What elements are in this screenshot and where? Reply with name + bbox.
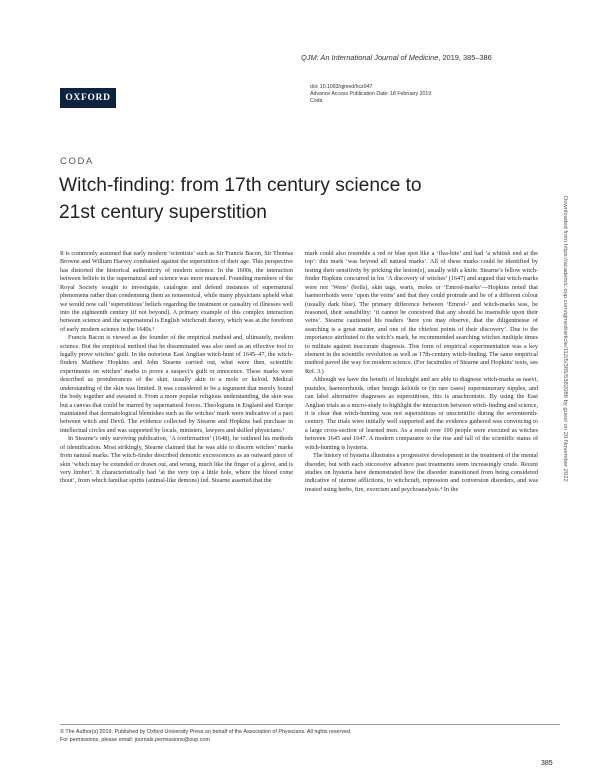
title-line: 21st century superstition — [59, 202, 267, 223]
section-label: CODA — [60, 156, 94, 167]
doi-link[interactable]: doi: 10.1093/qjmed/hcz047 — [310, 84, 373, 90]
journal-name: QJM: An International Journal of Medicine — [301, 53, 439, 62]
article-meta — [310, 84, 560, 106]
journal-citation — [301, 53, 561, 62]
journal-details: , 2019, 385–386 — [438, 53, 492, 62]
body-paragraph: Francis Bacon is viewed as the founder of the empirical method and, ultimately, modern science. But the empirical method that he disseminated was also used as an effective tool to legally prove witches’ guilt. In the notorious East Anglian witch-hunt of 1645–47, the witch-finders Matthew Hopkins and John Stearne carried out, what were then, scientific experiments on witches’ marks to prove a suspect’s guilt or innocence. These marks were described as protuberances of the skin, usually akin to a mole or keloid. Medical understanding of the skin was limited. It was considered to be a tegument that merely bound the body together and sweated it. From a more popular religious understanding, the skin was but a canvas that could be marred by supernatural forces. Theologians in England and Europe maintained that dermatological blemishes such as the witches’ mark were indicative of a pact between witch and Devil. The evidence collected by Stearne and Hopkins had purchase in intellectual circles and was supported by locals, ministers, lawyers and skilled physicians.² — [60, 334, 293, 434]
body-paragraph: The history of hysteria illustrates a progressive development in the treatment of the mental disorder, but with each successive advance past treatments seem increasingly crude. Recent studies on hysteria have demonstrated how the disorder transitioned from being considered indicative of uterine afflictions, to witchcraft, repression and conversion disorders, and was treated using herbs, fire, exorcism and psychoanalysis.⁴ In the — [305, 452, 538, 493]
body-paragraph: mark could also resemble a red or blue spot like a ‘flea-bite’ and had ‘a whitish end at the top’: this mark ‘was beyond all natural marks’. All of these marks could be identified by testing their sensitivity by pricking the lesion(s), usually with a knife. Stearne’s fellow witch-finder Hopkins concurred in his ‘A discovery of witches’ (1647) and argued that witch-marks were not ‘Wens’ (boils), skin tags, warts, moles or ‘Emrod-marks’—Hopkins noted that haemorrhoids were ‘upon the veins’ and that they could protrude and be of a different colour (usually dark blue). The primary difference between ‘Emrod-’ and witch-marks was, he reasoned, their sensibility: ‘it cannot be conceived that any should be insensible upon their veins’. Stearne cautioned his readers ‘here you may observe, that the diligentnesse of searching is a great matter, and one of the chiefest points of their discovery’. Due to the importance attributed to the witch’s mark, he recommended searching witches multiple times to militate against inaccurate diagnosis. This form of empirical experimentation was a key element in the scientific revolution as well as 17th-century witch-finding. The same empirical method paved the way for modern science. (For facsimiles of Stearne and Hopkins’ texts, see Ref. 3.) — [305, 250, 538, 375]
download-side-note: Downloaded from https://academic.oup.com/qjmed/article/112/5/385/5382086 by guest on 20 November 2022 — [562, 196, 568, 482]
left-column — [60, 250, 293, 486]
article-type: Coda — [310, 98, 323, 105]
advance-access-date: Advance Access Publication Date: 18 February 2019 — [310, 91, 432, 98]
footer-divider — [60, 724, 560, 725]
right-column — [305, 250, 538, 494]
oxford-logo: OXFORD — [60, 88, 116, 108]
page-number: 385 — [541, 760, 553, 767]
body-paragraph: It is commonly assumed that early modern ‘scientists’ such as Sir Francis Bacon, Sir Thomas Browne and William Harvey combatted against the superstition of their age. This perspective has distorted the historical authenticity of modern science. In the 1600s, the interaction between beliefs in the supernatural and science was more nuanced. Founding members of the Royal Society sought to investigate, catalogue and defend instances of supernatural phenomena rather than condemning them as nonsensical, while many physicians upheld what we would now call ‘superstitious’ beliefs regarding the treatment or causality of illnesses well into the eighteenth century (if not beyond). A primary example of this complex interaction between science and the supernatural is English witchcraft theory, which was at the forefront of early modern science in the 1640s.¹ — [60, 250, 293, 333]
title-line: Witch-finding: from 17th century science to — [59, 175, 422, 196]
article-title — [59, 172, 489, 226]
body-paragraph: In Stearne’s only surviving publication, ‘A confirmation’ (1648), he outlined his methods of identification. Most strikingly, Stearne claimed that he was able to discern witches’ marks from natural marks. The witch-finder described demonic excrescences as an outward piece of skin ‘which may be extended or drawn out, and wrung, much like the finger of a glove, and is very limber’. It characteristically had ‘at the very top a little hole, where the blood come thout’, from which familiar spirits (animal-like demons) fed. Stearne asserted that the — [60, 435, 293, 485]
footer — [60, 728, 540, 744]
permissions-notice: For permissions, please email: journals.permissions@oup.com — [60, 737, 210, 743]
copyright-notice: © The Author(s) 2019. Published by Oxford University Press on behalf of the Association of Physicians. All rights reserved. — [60, 729, 352, 735]
body-paragraph: Although we have the benefit of hindsight and are able to diagnose witch-marks as naevi, pustules, haemorrhoids, other benign keloids or (in rare cases) supernumerary nipples, and can label alternative diagnoses as superstitious, this is anachronistic. By using the East Anglian trials as a micro-study to highlight the interaction between witch-finding and science, it is clear that witch-hunting was not superstitious or unscientific during the seventeenth-century. The trials were initially well supported and the evidence gathered was convincing to a large cross-section of learned men. As a result over 100 people were executed as witches between 1645 and 1647. A modern comparator to the rise and fall of the scientific status of witch-hunting is hysteria. — [305, 376, 538, 451]
